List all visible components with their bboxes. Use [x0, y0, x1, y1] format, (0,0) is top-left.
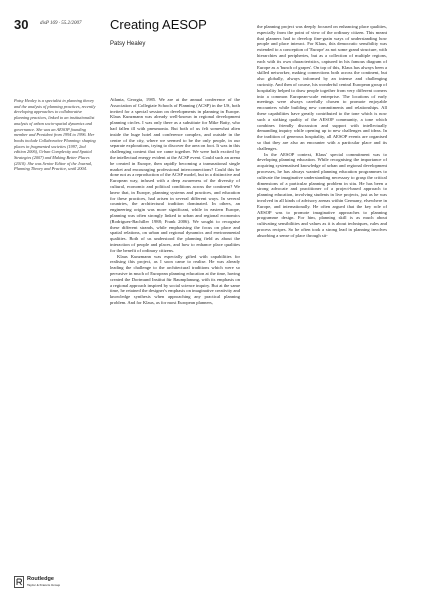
- paragraph: the planning project was deeply focused on enhancing place qualities, especially from the point of view of the ordinary citizen. This meant that planners had to develop fine-grain ways of understanding how people and place interact. For Klaus, this democratic sensibility was extended to a conception of 'Europe' as not some grand structure, with hierarchies and peripheries, but as a collection of multiple regions, each with its own characteristics, captured in his famous diagram of Europe as a 'bunch of grapes'. On top of this, Klaus has always been a skilled networker, making connections both across the continent, but also globally, always informed by an intense and challenging curiosity. And then of course, his wonderful central European group of hospitality helped to draw people together from very different corners into a common European-scale enterprise. The locations of early meetings were always carefully chosen to promote enjoyable encounters while building new commitments and relationships. All these capabilities have greatly contributed to the tone which is now such a striking quality of the AESOP community, a tone which combines friendly discussion and support with intellectually demanding inquiry while opening up to new challenges and ideas. In the tradition of generous hospitality, all AESOP events are organised so that they are also an encounter with a particular place and its challenges.: [257, 24, 387, 151]
- article-author: Patsy Healey: [110, 41, 146, 47]
- paragraph: Atlanta, Georgia, 1985. We are at the annual conference of the Association of Collegiate Schools of Planning (ACSP) in the US, both invited for a special session on developments in planning in Europe. Klaus Kunzmann was already well-known in regional development planning circles. I was only there as a substitute for Mike Batty, who had fallen ill with pneumonia. But both of us felt somewhat alien inside the huge hotel and conference complex, and outside in the centre of the city, where we seemed to be the only people, in our separate explorations, trying to discover the area on foot. It was in this challenging context that we came together. We were both excited by the intellectual energy evident at the ACSP event. Could such an arena be created in Europe, then rapidly becoming a transnational single market and encouraging professional interconnections? Could this be done not as a reproduction of the ACSP model, but in a distinctive and European way, infused with a deep awareness of the diversity of cultural, economic and political conditions across the continent? We knew that, in Europe, planning systems and practices, and education for these practices, had arisen in several different ways. In several countries, the architectural tradition dominated. In others, an engineering origin was more significant, while in eastern Europe, planning was often strongly linked to urban and regional economics (Rodriguez-Bachiller 1988; Frank 2006). We sought to recognise these different strands, while emphasising the focus on place and spatial relations, on urban and regional dynamics and environmental qualities. Both of us understood the planning field as about the interaction of people and places, and how to enhance place qualities for the benefit of ordinary citizens.: [110, 97, 240, 253]
- publisher-subtitle: Taylor & Francis Group: [27, 583, 61, 587]
- paragraph: In the AESOP context, Klaus' special commitment was to developing planning education. While recognising the importance of acquiring systematised knowledge of urban and regional development processes, he has always wanted planning education programmes to cultivate the imaginative understanding necessary to grasp the critical dimensions of a particular planning problem in situ. He has been a strong advocate and practitioner of a project-based approach to planning education, involving students in live projects, just as he was involved in all kinds of advisory arenas within Germany, elsewhere in Europe, and internationally. He often argued that the key role of AESOP was to promote imaginative approaches to planning programme design. For him, planning skill is as much about cultivating sensibilities and values as it is about techniques, rules and process recipes. So he often took a strong lead in planning involves absorbing a sense of place through sit-: [257, 151, 387, 238]
- running-head: disP 169 · 55.2/2007: [40, 21, 82, 26]
- text-column-1: [110, 97, 240, 587]
- page-number: 30: [14, 17, 29, 32]
- article-title: Creating AESOP: [110, 17, 207, 32]
- author-bio: Patsy Healey is a specialist in planning theory and the analysis of planning practices, recently developing approaches to collaborative planning practices, linked to an institutionalist analysis of urban socio-spatial dynamics and governance. She was an AESOP founding member and President from 1994 to 1996. Her books include Collaborative Planning: shaping places in fragmented societies (1997, 2nd edition 2006), Urban Complexity and Spatial Strategies (2007) and Making Better Places (2010). She was Senior Editor of the Journal, Planning Theory and Practice, until 2004.: [14, 98, 96, 172]
- publisher-name-text: Routledge: [27, 576, 54, 582]
- routledge-logo-icon: [14, 576, 24, 588]
- publisher-name: [27, 576, 60, 588]
- text-column-2: [257, 24, 387, 590]
- paragraph: Klaus Kunzmann was especially gifted with capabilities for realising this project, as I soon came to realise. He was already leading the challenge to the architectural traditions which were so pervasive in much of European planning education at the time, having created the Dortmund Institut für Raumplanung, with its emphasis on a regional approach inspired by social science inquiry. But at the same time, he retained the designer's emphasis on imaginative creativity and knowledge synthesis when approaching any practical planning problem. And for Klaus, as for most European planners,: [110, 253, 240, 305]
- publisher-mark: [14, 576, 60, 588]
